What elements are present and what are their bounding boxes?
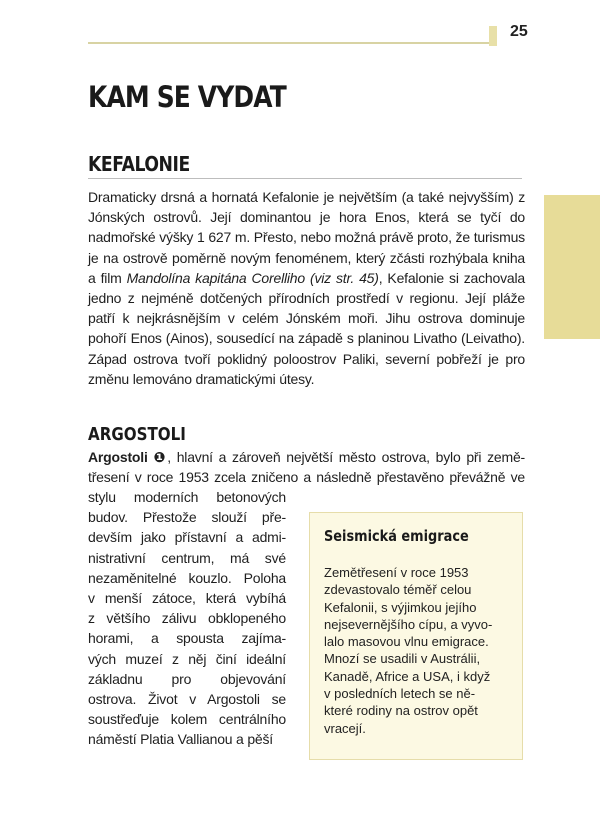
- sidebar-box-title: Seismická emigrace: [324, 527, 469, 545]
- section-title: KEFALONIE: [88, 152, 190, 176]
- intro-line-2: třesení v roce 1953 zcela zničeno a následně přestavěno převážně ve: [88, 469, 525, 486]
- section-paragraph: [88, 187, 525, 389]
- column-line: soustřeďuje kolem centrálního: [88, 711, 286, 728]
- argostoli-lead: Argostoli ❶: [88, 449, 168, 465]
- subsection-title: ARGOSTOLI: [88, 424, 186, 445]
- column-line: nistrativní centrum, má své: [88, 549, 286, 566]
- column-line: z většího zálivu obklopeného: [88, 610, 286, 627]
- sidebar-box-line: lalo masovou vlnu emigrace.: [324, 634, 489, 650]
- column-line: devším jako přístavní a admi-: [88, 529, 286, 546]
- section-title-underline: [88, 178, 522, 179]
- column-line: náměstí Platia Vallianou a pěší: [88, 731, 273, 748]
- sidebar-box-line: které rodiny na ostrov opět: [324, 703, 478, 719]
- paragraph-text-end: , Kefalonie si zachovala jedno z nejméně dotčených přírodních prostředí v regionu. Její pláže patří k nejkrásnějším v celém Jónském moři. Jihu ostrova dominuje pohoří Enos (Ainos), sousedící na západě s planinou Livatho (Leivatho). Západ ostrova tvoří poklidný poloostrov Paliki, severní pobřeží je pro změnu lemováno dramatickými útesy.: [88, 269, 525, 387]
- paragraph-text-start: Dramaticky drsná a hornatá Kefalonie je největším (a také nejvyšším) z Jónských ostrovů. Její dominantou je hora Enos, která se tyčí do nadmořské výšky 1 627 m. Přesto, nebo možná právě proto, že turismus je na ostrově poměrně novým fenoménem, který zčásti rozhýbala kniha a film: [88, 189, 525, 286]
- column-line: stylu moderních betonových: [88, 489, 286, 505]
- sidebar-box-line: Zemětřesení v roce 1953: [324, 565, 469, 580]
- subsection-column-text: [88, 487, 286, 750]
- sidebar-box-line: Mnozí se usadili v Austrálii,: [324, 651, 481, 667]
- column-line: budov. Přestože slouží pře-: [88, 509, 286, 526]
- column-line: horami, a spousta zajíma-: [88, 630, 286, 647]
- sidebar-info-box: [309, 512, 523, 760]
- chapter-side-tab: [544, 195, 600, 339]
- subsection-intro: [88, 447, 525, 487]
- sidebar-box-line: vracejí.: [324, 720, 366, 736]
- sidebar-box-line: zdevastovalo téměř celou: [324, 582, 472, 598]
- header-rule: [88, 42, 495, 44]
- intro-line-1: [88, 447, 525, 467]
- sidebar-box-text: [324, 564, 514, 737]
- column-line: základnu pro objevování: [88, 670, 286, 687]
- page-number: 25: [510, 23, 528, 40]
- column-line: ostrova. Život v Argostoli se: [88, 691, 286, 708]
- sidebar-box-line: nejsevernějšího cípu, a vyvo-: [324, 616, 493, 632]
- header-rule-marker: [489, 26, 497, 46]
- column-line: v menší zátoce, která vybíhá: [88, 590, 286, 607]
- sidebar-box-line: v posledních letech se ně-: [324, 686, 476, 702]
- column-line: vých muzeí z něj činí ideální: [88, 650, 286, 667]
- intro-line-1-rest: , hlavní a zároveň největší město ostrova, bylo při země-: [167, 449, 525, 465]
- chapter-title: KAM SE VYDAT: [88, 80, 286, 114]
- sidebar-box-line: Kefalonii, s výjimkou jejího: [324, 599, 477, 615]
- film-title: Mandolína kapitána Corelliho (viz str. 45): [126, 269, 379, 286]
- sidebar-box-line: Kanadě, Africe a USA, i když: [324, 668, 491, 684]
- column-line: nezaměnitelné kouzlo. Poloha: [88, 569, 286, 586]
